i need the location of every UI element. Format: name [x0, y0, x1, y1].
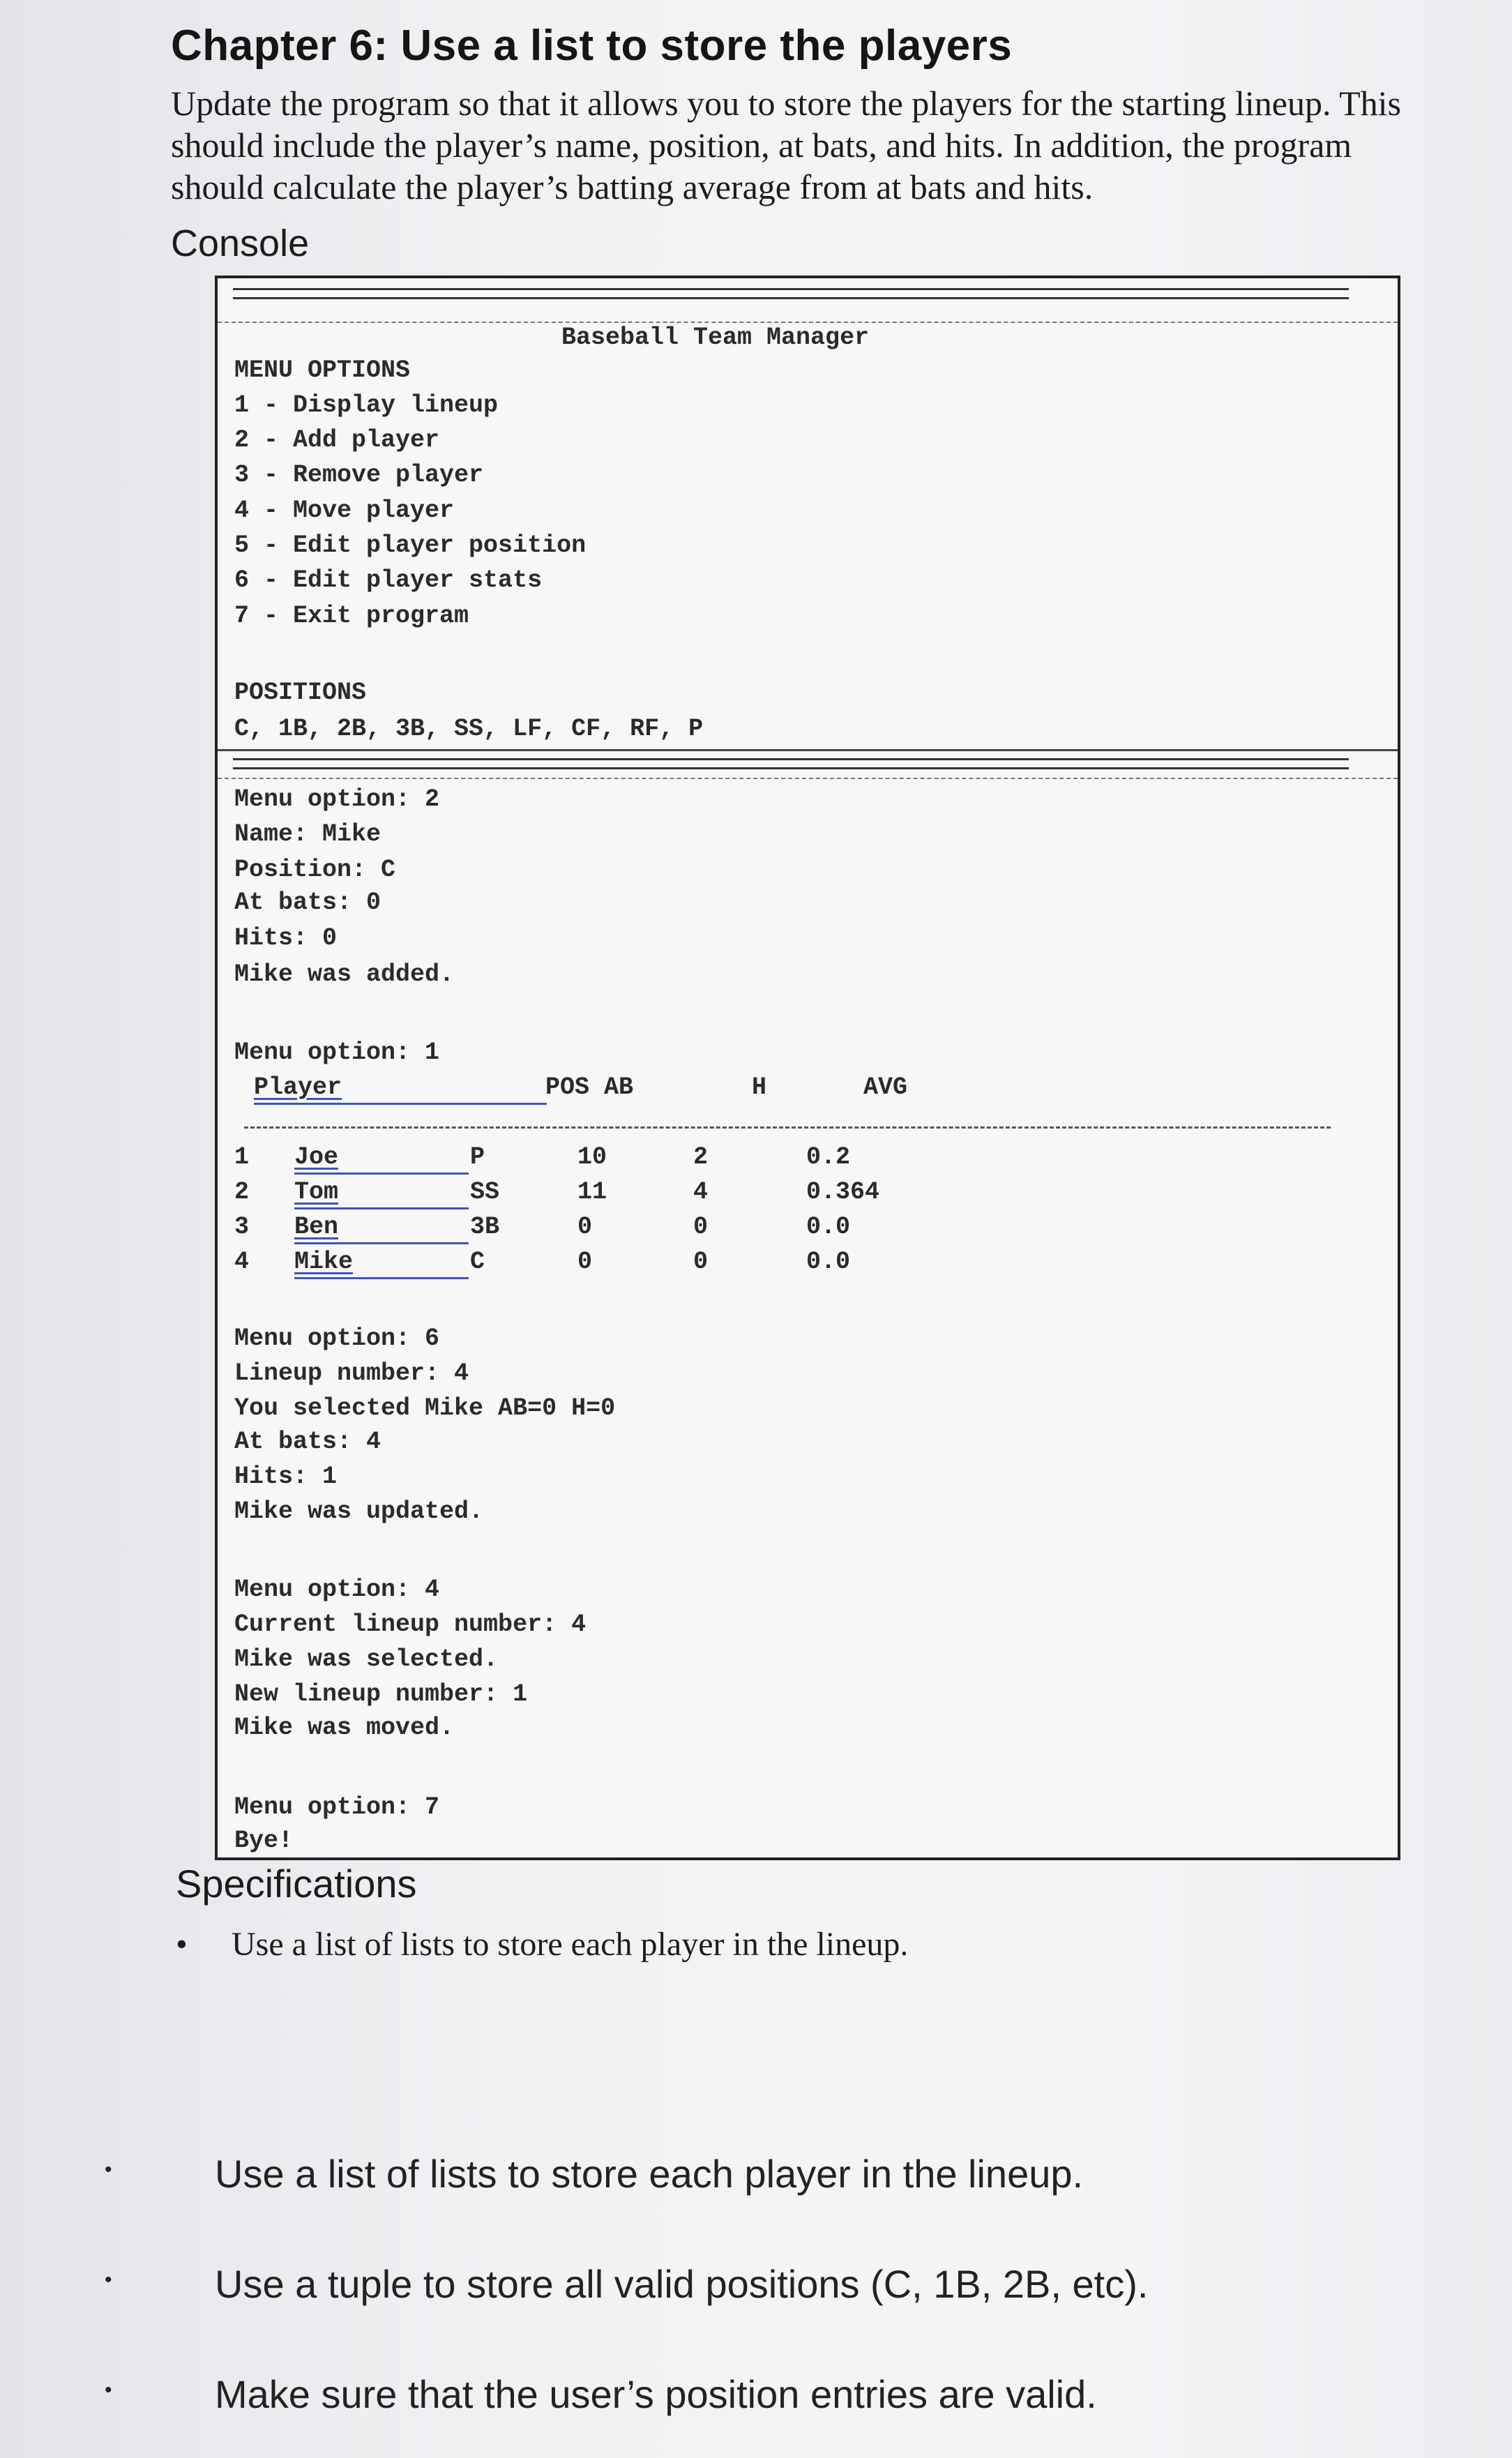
bullet-icon: •: [105, 2158, 112, 2181]
name-underline: [294, 1277, 469, 1279]
table-header-h: H: [752, 1073, 767, 1101]
console-line: Hits: 0: [234, 924, 338, 952]
player-h: 2: [693, 1143, 709, 1171]
player-pos: 3B: [470, 1213, 500, 1241]
player-h: 0: [693, 1248, 709, 1276]
console-line: Menu option: 4: [234, 1576, 440, 1604]
console-line: Bye!: [234, 1827, 294, 1855]
player-avg: 0.2: [806, 1143, 851, 1171]
spec-item-text: Use a list of lists to store each player in the lineup.: [232, 1926, 909, 1963]
table-header-player: Player: [254, 1073, 342, 1101]
table-dashed-rule: [244, 1126, 1331, 1129]
menu-item: 5 - Edit player position: [234, 531, 587, 559]
table-header-avg: AVG: [863, 1073, 908, 1101]
player-avg: 0.0: [806, 1213, 851, 1241]
console-line: Menu option: 6: [234, 1325, 440, 1352]
console-line: New lineup number: 1: [234, 1680, 528, 1708]
console-line: Mike was selected.: [234, 1645, 499, 1673]
menu-heading: MENU OPTIONS: [234, 356, 411, 384]
console-line: You selected Mike AB=0 H=0: [234, 1394, 616, 1422]
player-name: Mike: [294, 1248, 354, 1276]
menu-item: 2 - Add player: [234, 426, 440, 454]
name-underline: [294, 1173, 469, 1175]
name-underline: [294, 1242, 469, 1244]
specifications-heading: Specifications: [176, 1862, 417, 1906]
console-output: [215, 276, 1400, 1860]
console-line: Menu option: 7: [234, 1793, 440, 1821]
intro-paragraph: Update the program so that it allows you to store the players for the starting lineup. This should include the player’s name, position, at bats, and hits. In addition, the program should calculate the player’s batting average from at bats and hits.: [171, 84, 1401, 206]
top-dashed-rule: [218, 322, 1398, 323]
row-number: 4: [234, 1248, 250, 1276]
middle-dashed-rule: [218, 778, 1398, 779]
bullet-icon: •: [176, 1926, 188, 1963]
player-avg: 0.0: [806, 1248, 851, 1276]
console-line: Mike was moved.: [234, 1714, 455, 1742]
row-number: 1: [234, 1143, 250, 1171]
spec-item: [176, 1925, 908, 1963]
row-number: 2: [234, 1178, 250, 1206]
menu-item: 3 - Remove player: [234, 461, 484, 489]
console-line: Lineup number: 4: [234, 1359, 469, 1387]
row-number: 3: [234, 1213, 250, 1241]
player-avg: 0.364: [806, 1178, 880, 1206]
player-pos: C: [470, 1248, 485, 1276]
table-header-pos-ab: POS AB: [545, 1073, 634, 1101]
player-ab: 0: [577, 1213, 593, 1241]
bullet-icon: •: [105, 2268, 112, 2291]
console-line: At bats: 0: [234, 889, 381, 917]
console-line: Current lineup number: 4: [234, 1611, 587, 1638]
player-h: 4: [693, 1178, 709, 1206]
console-line: Mike was added.: [234, 960, 455, 988]
menu-item: 7 - Exit program: [234, 602, 469, 630]
player-name: Joe: [294, 1143, 339, 1171]
player-ab: 11: [577, 1178, 607, 1206]
console-line: Menu option: 2: [234, 785, 440, 813]
console-line: Mike was updated.: [234, 1498, 484, 1525]
player-name: Tom: [294, 1178, 339, 1206]
bullet-icon: •: [105, 2378, 112, 2402]
player-ab: 10: [577, 1143, 607, 1171]
menu-item: 4 - Move player: [234, 497, 455, 525]
console-line: Name: Mike: [234, 820, 381, 848]
player-ab: 0: [577, 1248, 593, 1276]
chapter-title: Chapter 6: Use a list to store the players: [171, 22, 1013, 70]
middle-double-rule: [233, 758, 1349, 769]
player-pos: P: [470, 1143, 485, 1171]
bullet-text: Make sure that the user’s position entries are valid.: [215, 2372, 1097, 2416]
top-double-rule: [233, 288, 1349, 299]
console-line: Position: C: [234, 856, 396, 884]
bullet-text: Use a tuple to store all valid positions (C, 1B, 2B, etc).: [215, 2262, 1149, 2306]
console-line: Hits: 1: [234, 1463, 338, 1491]
console-line: Menu option: 1: [234, 1039, 440, 1066]
console-line: At bats: 4: [234, 1428, 381, 1456]
positions-heading: POSITIONS: [234, 679, 367, 707]
name-underline: [294, 1207, 469, 1209]
menu-item: 1 - Display lineup: [234, 391, 499, 419]
player-pos: SS: [470, 1178, 500, 1206]
player-name: Ben: [294, 1213, 339, 1241]
bullet-text: Use a list of lists to store each player in the lineup.: [215, 2152, 1084, 2196]
console-heading: Console: [171, 223, 310, 264]
menu-item: 6 - Edit player stats: [234, 566, 543, 594]
positions-list: C, 1B, 2B, 3B, SS, LF, CF, RF, P: [234, 715, 704, 743]
separator-rule: [218, 749, 1398, 751]
player-header-underline: [254, 1103, 547, 1105]
player-h: 0: [693, 1213, 709, 1241]
app-title: Baseball Team Manager: [561, 324, 870, 352]
